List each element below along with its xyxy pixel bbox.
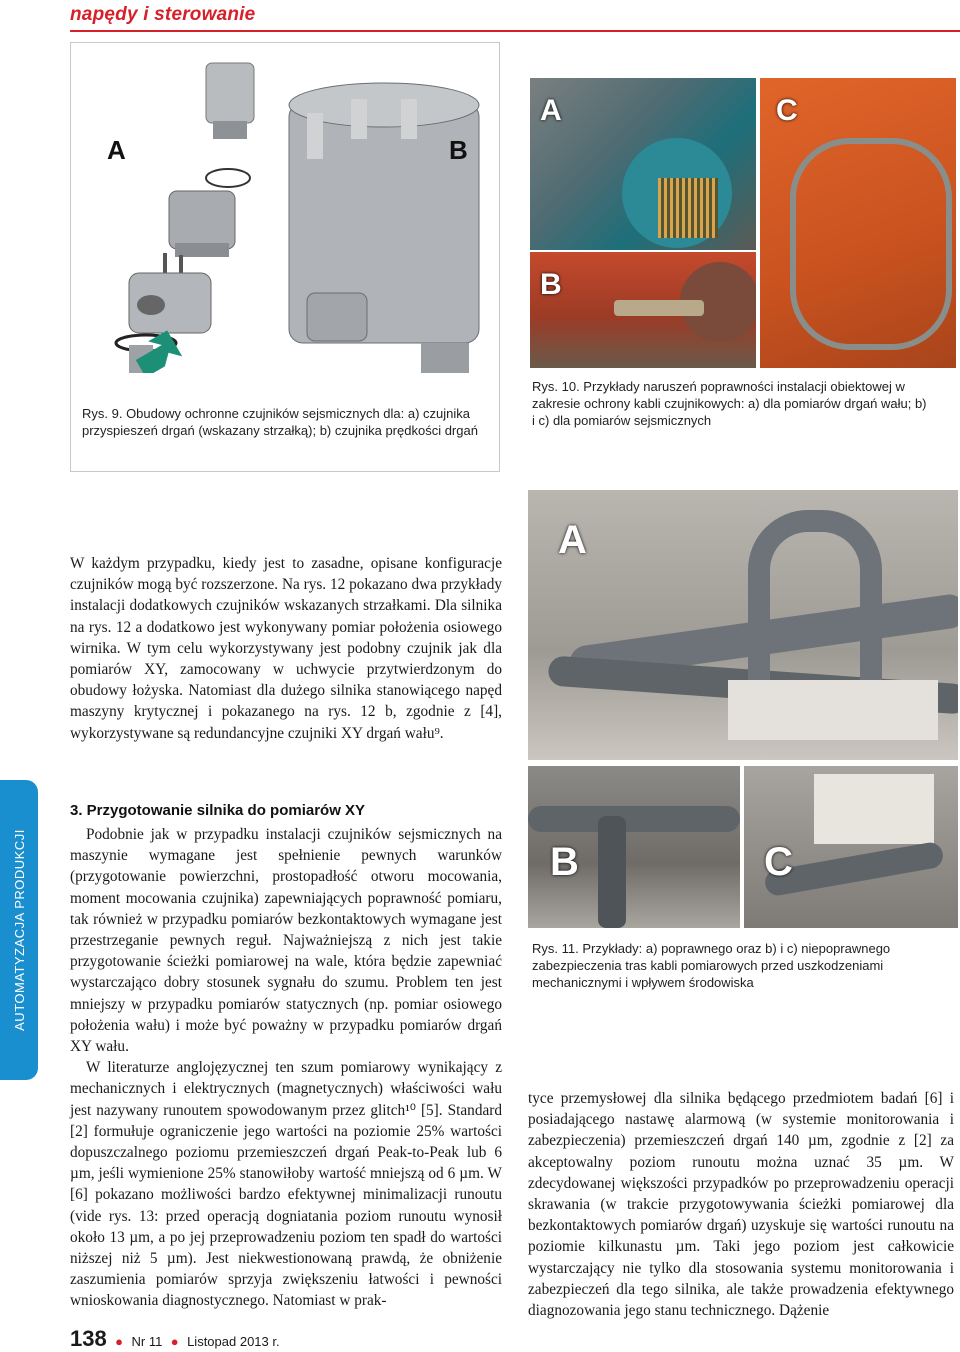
- figure-9-illustration: [71, 43, 499, 373]
- figure-11-label-b: B: [550, 840, 579, 884]
- issue-date: Listopad 2013 r.: [187, 1334, 280, 1349]
- sensor-body-image: [169, 191, 235, 257]
- figure-11-caption: Rys. 11. Przykłady: a) poprawnego oraz b) i c) niepoprawnego zabezpieczenia tras kabli pomiarowych przed uszkodzeniami mechanicznymi i wpływem środowiska: [532, 941, 891, 990]
- header-rule: [70, 30, 960, 32]
- figure-10-caption: Rys. 10. Przykłady naruszeń poprawności instalacji obiektowej w zakresie ochrony kabli czujnikowych: a) dla pomiarów drgań wału; b) i c) dla pomiarów sejsmicznych: [532, 379, 927, 428]
- footer-dot: ●: [115, 1334, 124, 1349]
- figure-10-photo-b: [530, 252, 756, 368]
- paragraph-section-2: W literaturze anglojęzycznej ten szum pomiarowy wynikający z mechanicznych i elektrycznych (magnetycznych) właściwości wału jest nazywany runoutem spowodowanym przez glitch¹⁰ [5]. Standard [2] formułuje ograniczenie jego wartości na poziomie 25% wartości dopuszczalnego poziomu przemieszczeń drgań Peak-to-Peak lub 6 µm, jeśli wymienione 25% stanowiłoby wartość mniejszą od 6 µm. W [6] pokazano możliwości bardzo efektywnej minimalizacji runoutu (vide rys. 13: przed operacją dogniatania poziom runoutu wynosił około 13 µm, a po jej przeprowadzeniu poziom ten spadł do wartości niższej niż 5 µm). Jest niekwestionowaną prawdą, że obniżenie zaszumienia pomiarów sprzyja zwiększeniu łatwości i pewności wnioskowania diagnostycznego. Natomiast w prak-: [70, 1059, 502, 1310]
- figure-11: [528, 490, 960, 930]
- figure-9-label-b: B: [449, 135, 468, 165]
- paragraph-section-1: Podobnie jak w przypadku instalacji czujników sejsmicznych na maszynie wymagane jest spełnienie pewnych warunków (przygotowanie powierzchni, prostopadłość otworu mocowania, moment mocowania czujnika) zapewniających poprawność pomiaru, tak również w przypadku pomiarów bezkontaktowych wymagane jest przestrzeganie pewnych reguł. Najważniejszą z nich jest takie przygotowanie ścieżki pomiarowej na wale, która będzie zapewniać wystarczająco dobry stosunek sygnału do szumu. Problem ten jest mniejszy w przypadku pomiarów statycznych (np. pomiar osiowego położenia wału) i może być poważny w przypadku pomiarów drgań XY wału.: [70, 826, 502, 1056]
- paragraph-right: tyce przemysłowej dla silnika będącego przedmiotem badań [6] i posiadającego nastawę alarmową (w systemie monitorowania i zabezpieczenia) przemieszczeń drgań 140 µm, zgodnie z [2] za akceptowalny poziom runoutu można uznać 35 µm. W zdecydowanej większości przypadków po przeprowadzeniu operacji skrawania (w trakcie przygotowywania ścieżki pomiarowej dla bezkontaktowych pomiarów drgań) uzyskuje się wartości runoutu na poziomie kilkunastu µm. Taki jego poziom jest całkowicie wystarczający nie tylko dla stosowania systemu monitorowania i zabezpieczeń dla tego silnika, ale także prowadzenia efektywnego diagnozowania jego stanu technicznego. Dążenie: [528, 1090, 954, 1320]
- figure-10-photo-a: [530, 78, 756, 250]
- sensor-base-image: [129, 273, 211, 333]
- paragraph-top: W każdym przypadku, kiedy jest to zasadne, opisane konfiguracje czujników mogą być rozszerzone. Na rys. 12 pokazano dwa przykłady instalacji dodatkowych czujników wskazanych strzałkami. Dla silnika na rys. 12 a dodatkowo jest wykonywany pomiar położenia osiowego wirnika. W tym celu wykorzystywany jest podobny czujnik jak dla pomiarów XY, zamocowany w uchwycie przytwierdzonym do obudowy łożyska. Natomiast dla dużego silnika stanowiącego napęd maszyny krytycznej i pokazanego na rys. 12 b, zgodnie z [4], wykorzystywane są redundancyjne czujniki XY drgań wału⁹.: [70, 555, 502, 742]
- footer-dot-2: ●: [170, 1334, 179, 1349]
- section-sidebar: [0, 780, 38, 1080]
- figure-11-photo-a: [528, 490, 958, 760]
- sensor-cap-image: [206, 63, 254, 139]
- section-body: [70, 824, 502, 1312]
- figure-11-label-a: A: [558, 518, 587, 562]
- housing-image: [289, 83, 479, 373]
- figure-10-label-b: B: [540, 268, 562, 301]
- figure-9-caption: Rys. 9. Obudowy ochronne czujników sejsmicznych dla: a) czujnika przyspieszeń drgań (wskazany strzałką); b) czujnika prędkości drgań: [82, 406, 478, 438]
- section-header: napędy i sterowanie: [70, 4, 256, 25]
- figure-9-label-a: A: [107, 135, 126, 165]
- page-number: 138: [70, 1326, 107, 1351]
- figure-11-label-c: C: [764, 840, 793, 884]
- sidebar-label: AUTOMATYZACJA PRODUKCJI: [12, 829, 27, 1031]
- page-footer: [70, 1326, 280, 1352]
- figure-10-label-a: A: [540, 94, 562, 127]
- section-heading: 3. Przygotowanie silnika do pomiarów XY: [70, 802, 366, 819]
- figure-10-label-c: C: [776, 94, 798, 127]
- issue-number: Nr 11: [131, 1334, 163, 1349]
- figure-10: [530, 78, 960, 368]
- figure-9: [70, 42, 500, 472]
